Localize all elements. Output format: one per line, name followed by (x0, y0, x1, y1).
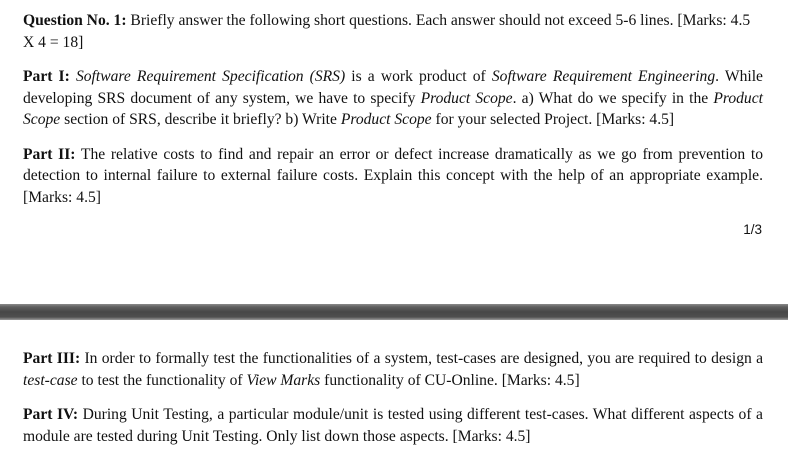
part-1-emphasis: Product Scope (340, 111, 432, 128)
part-3-label: Part III: (23, 350, 81, 367)
part-1-emphasis: Software Requirement Engineering (491, 68, 716, 85)
question-1-label: Question No. 1: (23, 12, 127, 29)
part-1-text: section of SRS, describe it briefly? b) Write (60, 111, 341, 128)
part-3-text: In order to formally test the functionalities of a system, test-cases are designed, you are required to design a (80, 350, 764, 367)
part-4-text: During Unit Testing, a particular module/unit is tested using different test-cases. What different aspects of a module are tested during Unit Testing. Only list down those aspects. [Marks: 4.5] (23, 406, 763, 445)
page-1-content (23, 10, 763, 208)
part-2 (23, 144, 763, 209)
part-2-label: Part II: (23, 145, 76, 163)
part-1 (23, 66, 763, 131)
question-1-text: Briefly answer the following short questions. Each answer should not exceed 5-6 lines. [Marks: 4.5 X 4 = 18] (23, 12, 751, 51)
part-1-emphasis: Product Scope (23, 89, 763, 128)
page-separator (0, 304, 788, 320)
part-1-emphasis: Product Scope (420, 89, 513, 107)
document-page-2 (0, 320, 788, 451)
part-2-text: The relative costs to find and repair an error or defect increase dramatically as we go from prevention to detection to internal failure to external failure costs. Explain this concept with the help of an appropriate example. [Marks: 4.5] (23, 145, 763, 206)
part-1-emphasis: Software Requirement Specification (SRS) (75, 68, 346, 85)
question-1 (23, 10, 763, 53)
part-3-emphasis: View Marks (246, 371, 321, 389)
part-3-text: functionality of CU-Online. [Marks: 4.5] (320, 371, 580, 389)
page-2-content (23, 348, 763, 447)
page-number: 1/3 (743, 222, 762, 237)
part-1-label: Part I: (23, 68, 70, 85)
part-1-text: . While developing SRS document of any system, we have to specify (23, 68, 763, 107)
part-3-text: to test the functionality of (77, 371, 247, 389)
part-1-text: . a) What do we specify in the (512, 89, 714, 107)
part-4-label: Part IV: (23, 406, 79, 423)
part-4 (23, 404, 763, 447)
part-1-text: is a work product of (345, 68, 492, 85)
part-3 (23, 348, 763, 391)
part-3-emphasis: test-case (23, 371, 78, 389)
part-1-text: for your selected Project. [Marks: 4.5] (431, 111, 675, 128)
